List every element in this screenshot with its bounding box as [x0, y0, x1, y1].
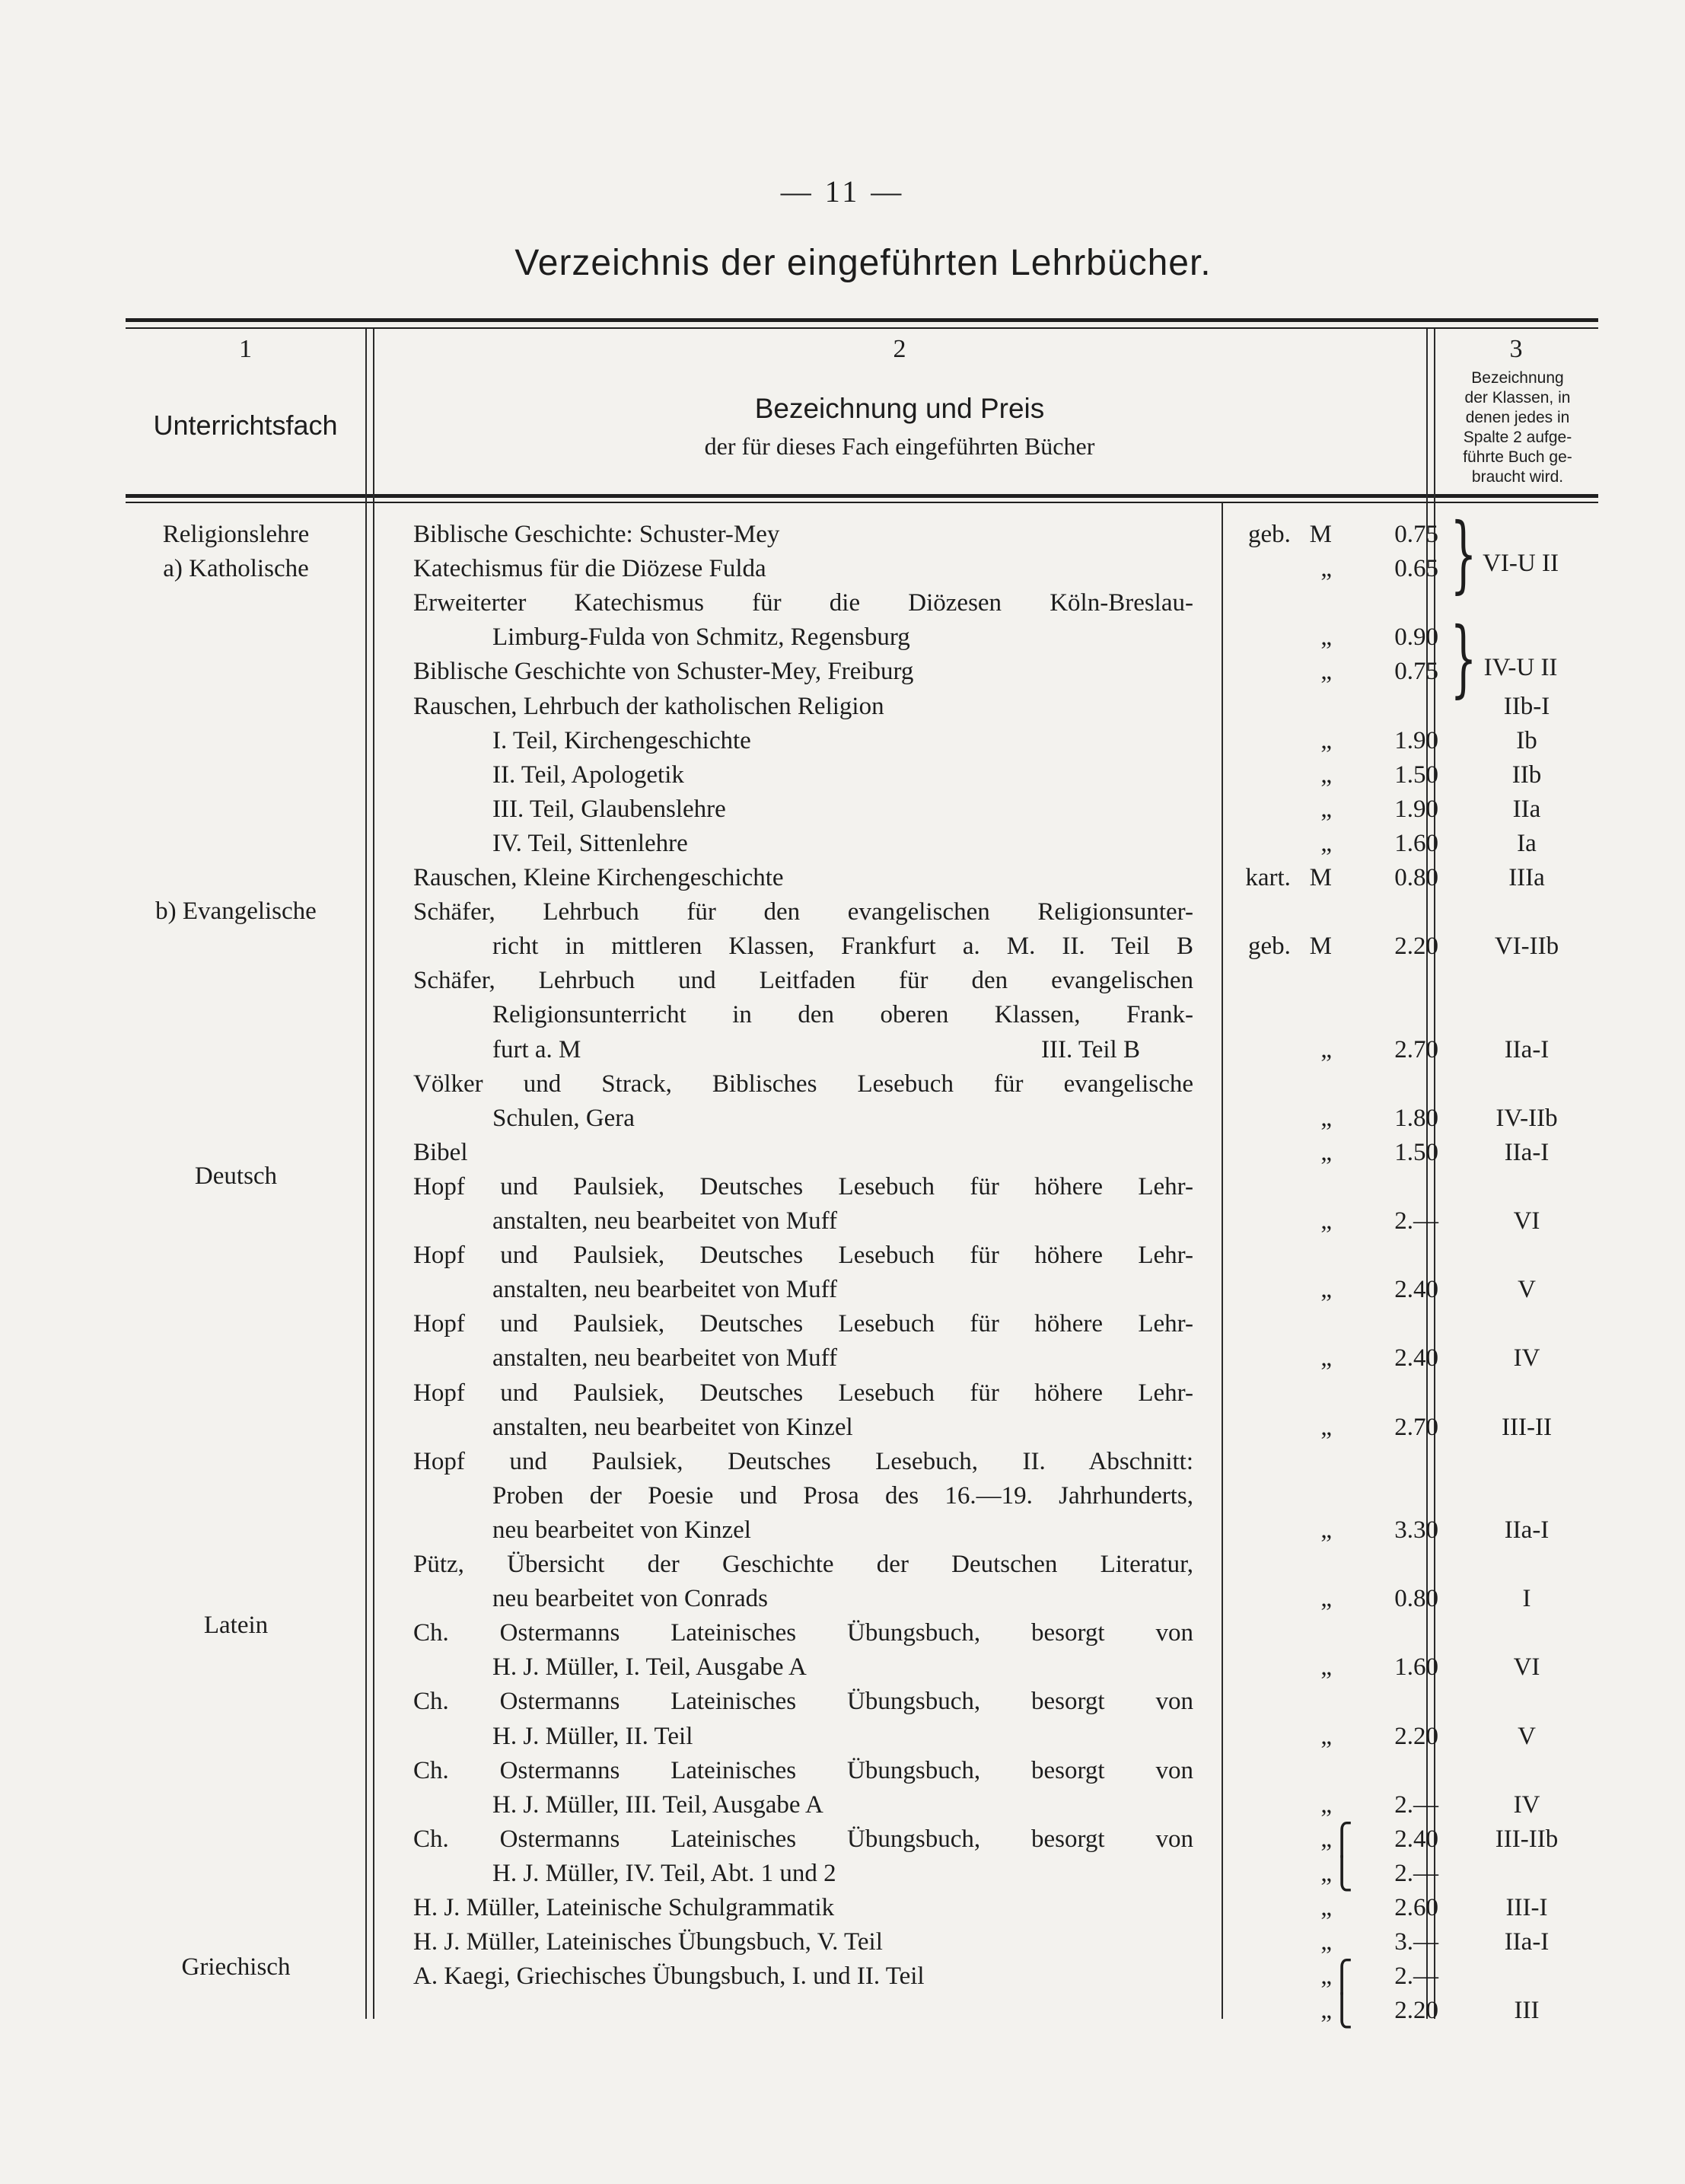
book-title-line: anstalten, neu bearbeitet von Muff: [492, 1276, 837, 1303]
col3-desc-line: Spalte 2 aufge-: [1463, 429, 1572, 446]
book-title-right: III. Teil B: [1041, 1036, 1140, 1063]
class-cell: V: [1518, 1276, 1536, 1303]
price-value: 2.40: [1394, 1825, 1438, 1853]
price-value: 2.20: [1394, 1723, 1438, 1750]
price-value: 1.90: [1394, 727, 1438, 754]
book-title-line: anstalten, neu bearbeitet von Muff: [492, 1207, 837, 1235]
book-title-line: anstalten, neu bearbeitet von Kinzel: [492, 1414, 853, 1441]
class-cell: III-IIb: [1495, 1825, 1559, 1853]
price-value: 0.90: [1394, 623, 1438, 651]
book-title-line: Völker und Strack, Biblisches Lesebuch für evangelische: [413, 1070, 1193, 1098]
price-unit: „: [1320, 1585, 1332, 1612]
book-title-line: IV. Teil, Sittenlehre: [492, 830, 688, 857]
book-title-line: anstalten, neu bearbeitet von Muff: [492, 1344, 837, 1372]
book-title-line: Ch. Ostermanns Lateinisches Übungsbuch, besorgt von: [413, 1619, 1193, 1647]
book-title-line: Pütz, Übersicht der Geschichte der Deutschen Literatur,: [413, 1551, 1193, 1578]
col2-label: Bezeichnung und Preis: [754, 393, 1045, 424]
col1-label: Unterrichtsfach: [153, 410, 338, 441]
price-value: 2.—: [1394, 1791, 1438, 1819]
brace-class-label-1: VI-U II: [1483, 550, 1559, 577]
price-unit: „: [1320, 1207, 1332, 1235]
book-title-line: Schäfer, Lehrbuch für den evangelischen Religionsunter-: [413, 898, 1193, 926]
table-top-rule-thick: [126, 318, 1598, 322]
price-unit: „: [1320, 1997, 1332, 2024]
header-bottom-rule-thin: [126, 502, 1598, 503]
class-cell: IIb-I: [1503, 693, 1550, 720]
price-value: 1.90: [1394, 795, 1438, 823]
book-title-line: Limburg-Fulda von Schmitz, Regensburg: [492, 623, 910, 651]
book-title-line: Hopf und Paulsiek, Deutsches Lesebuch für höhere Lehr-: [413, 1242, 1193, 1269]
book-title-line: H. J. Müller, Lateinische Schulgrammatik: [413, 1894, 835, 1921]
book-title-line: Hopf und Paulsiek, Deutsches Lesebuch, II. Abschnitt:: [413, 1448, 1193, 1475]
col3-desc-line: Bezeichnung: [1471, 369, 1564, 387]
class-cell: IIa-I: [1504, 1036, 1550, 1063]
subject-latein: Latein: [203, 1612, 269, 1639]
price-brace-icon: ⎩: [1330, 1994, 1353, 2028]
book-title-line: richt in mittleren Klassen, Frankfurt a. M. II. Teil B: [492, 933, 1193, 960]
price-value: 2.60: [1394, 1894, 1438, 1921]
class-cell: IV: [1513, 1344, 1540, 1372]
subject-evangelische: b) Evangelische: [155, 898, 317, 925]
price-unit: „: [1320, 795, 1332, 823]
col3-desc-line: denen jedes in: [1465, 409, 1570, 426]
subject-religionslehre: Religionslehre: [162, 521, 310, 548]
subject-katholische: a) Katholische: [163, 555, 309, 582]
col2-number: 2: [893, 335, 906, 363]
book-title-line: Religionsunterricht in den oberen Klassen, Frank-: [492, 1001, 1193, 1028]
book-title-line: neu bearbeitet von Kinzel: [492, 1516, 751, 1544]
class-cell: IV: [1513, 1791, 1540, 1819]
price-unit: „: [1320, 1723, 1332, 1750]
class-cell: IIa-I: [1504, 1516, 1550, 1544]
book-title-line: [492, 1033, 1193, 1067]
class-cell: VI: [1513, 1653, 1540, 1681]
col3-desc-line: führte Buch ge-: [1463, 448, 1572, 466]
price-value: 2.—: [1394, 1860, 1438, 1887]
class-cell: III-II: [1502, 1414, 1552, 1441]
book-title-line: Hopf und Paulsiek, Deutsches Lesebuch für höhere Lehr-: [413, 1173, 1193, 1200]
price-value: 1.60: [1394, 830, 1438, 857]
price-unit: „: [1320, 1516, 1332, 1544]
book-title-left: furt a. M: [492, 1036, 581, 1063]
book-title-line: I. Teil, Kirchengeschichte: [492, 727, 751, 754]
price-unit: „: [1320, 1791, 1332, 1819]
book-title-line: A. Kaegi, Griechisches Übungsbuch, I. und II. Teil: [413, 1962, 925, 1990]
col-divider-2: [1222, 502, 1223, 2019]
book-title-line: Bibel: [413, 1139, 468, 1166]
price-unit: geb. M: [1248, 933, 1332, 960]
book-title-line: H. J. Müller, III. Teil, Ausgabe A: [492, 1791, 823, 1819]
col3-desc-line: braucht wird.: [1471, 468, 1564, 486]
class-cell: IIa: [1512, 795, 1541, 823]
col3-number: 3: [1509, 335, 1523, 363]
class-cell: VI-IIb: [1494, 933, 1559, 960]
book-title-line: H. J. Müller, II. Teil: [492, 1723, 693, 1750]
col1-number: 1: [239, 335, 252, 363]
class-cell: VI: [1513, 1207, 1540, 1235]
price-value: 1.50: [1394, 761, 1438, 789]
price-value: 3.—: [1394, 1928, 1438, 1956]
price-unit: kart. M: [1245, 864, 1332, 891]
price-unit: geb. M: [1248, 521, 1332, 548]
price-value: 0.75: [1394, 658, 1438, 685]
col-divider-1b: [373, 329, 374, 2019]
price-value: 2.—: [1394, 1207, 1438, 1235]
class-cell: IV-IIb: [1495, 1105, 1558, 1132]
price-unit: „: [1320, 1860, 1332, 1887]
book-title-line: Erweiterter Katechismus für die Diözesen Köln-Breslau-: [413, 589, 1193, 617]
price-value: 2.40: [1394, 1344, 1438, 1372]
page-number: — 11 —: [780, 174, 905, 209]
brace-class-label-2: IV-U II: [1483, 654, 1558, 681]
subject-deutsch: Deutsch: [194, 1162, 278, 1190]
book-title-line: Proben der Poesie und Prosa des 16.—19. Jahrhunderts,: [492, 1482, 1193, 1510]
price-unit: „: [1320, 658, 1332, 685]
class-cell: I: [1522, 1585, 1531, 1612]
col3-description: [1435, 368, 1600, 487]
book-title-line: Hopf und Paulsiek, Deutsches Lesebuch für höhere Lehr-: [413, 1310, 1193, 1338]
price-unit: „: [1320, 830, 1332, 857]
col3-desc-line: der Klassen, in: [1464, 389, 1571, 407]
book-title-line: H. J. Müller, I. Teil, Ausgabe A: [492, 1653, 807, 1681]
class-cell: V: [1518, 1723, 1536, 1750]
page-title: Verzeichnis der eingeführten Lehrbücher.: [514, 243, 1212, 283]
price-value: 2.40: [1394, 1276, 1438, 1303]
price-unit: „: [1320, 1036, 1332, 1063]
price-brace-icon: ⎧: [1330, 1959, 1353, 1994]
price-unit: „: [1320, 1276, 1332, 1303]
price-unit: „: [1320, 1962, 1332, 1990]
price-unit: „: [1320, 1105, 1332, 1132]
price-value: 0.80: [1394, 1585, 1438, 1612]
price-brace-icon: ⎧: [1330, 1822, 1353, 1857]
price-value: 1.80: [1394, 1105, 1438, 1132]
price-value: 2.20: [1394, 933, 1438, 960]
table-top-rule-thin: [126, 327, 1598, 329]
book-title-line: neu bearbeitet von Conrads: [492, 1585, 768, 1612]
book-title-line: H. J. Müller, IV. Teil, Abt. 1 und 2: [492, 1860, 836, 1887]
book-title-line: H. J. Müller, Lateinisches Übungsbuch, V. Teil: [413, 1928, 883, 1956]
price-value: 1.50: [1394, 1139, 1438, 1166]
book-title-line: Ch. Ostermanns Lateinisches Übungsbuch, besorgt von: [413, 1825, 1193, 1853]
class-cell: IIIa: [1508, 864, 1545, 891]
book-title-line: Katechismus für die Diözese Fulda: [413, 555, 766, 582]
subject-griechisch: Griechisch: [181, 1953, 291, 1981]
price-value: 2.70: [1394, 1414, 1438, 1441]
price-unit: „: [1320, 761, 1332, 789]
book-title-line: II. Teil, Apologetik: [492, 761, 684, 789]
price-value: 0.80: [1394, 864, 1438, 891]
book-title-line: Rauschen, Lehrbuch der katholischen Religion: [413, 693, 884, 720]
price-unit: „: [1320, 555, 1332, 582]
price-value: 0.65: [1394, 555, 1438, 582]
col-divider-1a: [365, 329, 367, 2019]
book-title-line: Rauschen, Kleine Kirchengeschichte: [413, 864, 784, 891]
price-unit: „: [1320, 1414, 1332, 1441]
price-value: 0.75: [1394, 521, 1438, 548]
class-cell: III: [1514, 1997, 1540, 2024]
price-unit: „: [1320, 1139, 1332, 1166]
price-value: 2.—: [1394, 1962, 1438, 1990]
class-cell: IIb: [1511, 761, 1542, 789]
class-cell: IIa-I: [1504, 1928, 1550, 1956]
class-cell: Ib: [1516, 727, 1537, 754]
price-unit: „: [1320, 1653, 1332, 1681]
brace-katholisch-1: }: [1450, 505, 1477, 602]
class-cell: Ia: [1517, 830, 1537, 857]
class-cell: IIa-I: [1504, 1139, 1550, 1166]
price-value: 1.60: [1394, 1653, 1438, 1681]
book-title-line: Schulen, Gera: [492, 1105, 635, 1132]
col2-sublabel: der für dieses Fach eingeführten Bücher: [704, 432, 1095, 460]
price-unit: „: [1320, 1344, 1332, 1372]
price-brace-icon: ⎩: [1330, 1857, 1353, 1891]
header-bottom-rule-thick: [126, 494, 1598, 498]
price-unit: „: [1320, 1928, 1332, 1956]
book-title-line: Ch. Ostermanns Lateinisches Übungsbuch, besorgt von: [413, 1688, 1193, 1715]
book-title-line: Schäfer, Lehrbuch und Leitfaden für den evangelischen: [413, 967, 1193, 994]
price-unit: „: [1320, 1825, 1332, 1853]
class-cell: III-I: [1505, 1894, 1548, 1921]
book-title-line: Ch. Ostermanns Lateinisches Übungsbuch, besorgt von: [413, 1757, 1193, 1784]
book-title-line: Biblische Geschichte von Schuster-Mey, Freiburg: [413, 658, 914, 685]
book-title-line: Biblische Geschichte: Schuster-Mey: [413, 521, 780, 548]
price-unit: „: [1320, 623, 1332, 651]
price-value: 3.30: [1394, 1516, 1438, 1544]
brace-katholisch-2: }: [1450, 609, 1477, 706]
price-unit: „: [1320, 1894, 1332, 1921]
book-title-line: Hopf und Paulsiek, Deutsches Lesebuch für höhere Lehr-: [413, 1379, 1193, 1407]
book-title-line: III. Teil, Glaubenslehre: [492, 795, 726, 823]
price-value: 2.70: [1394, 1036, 1438, 1063]
price-unit: „: [1320, 727, 1332, 754]
price-value: 2.20: [1394, 1997, 1438, 2024]
